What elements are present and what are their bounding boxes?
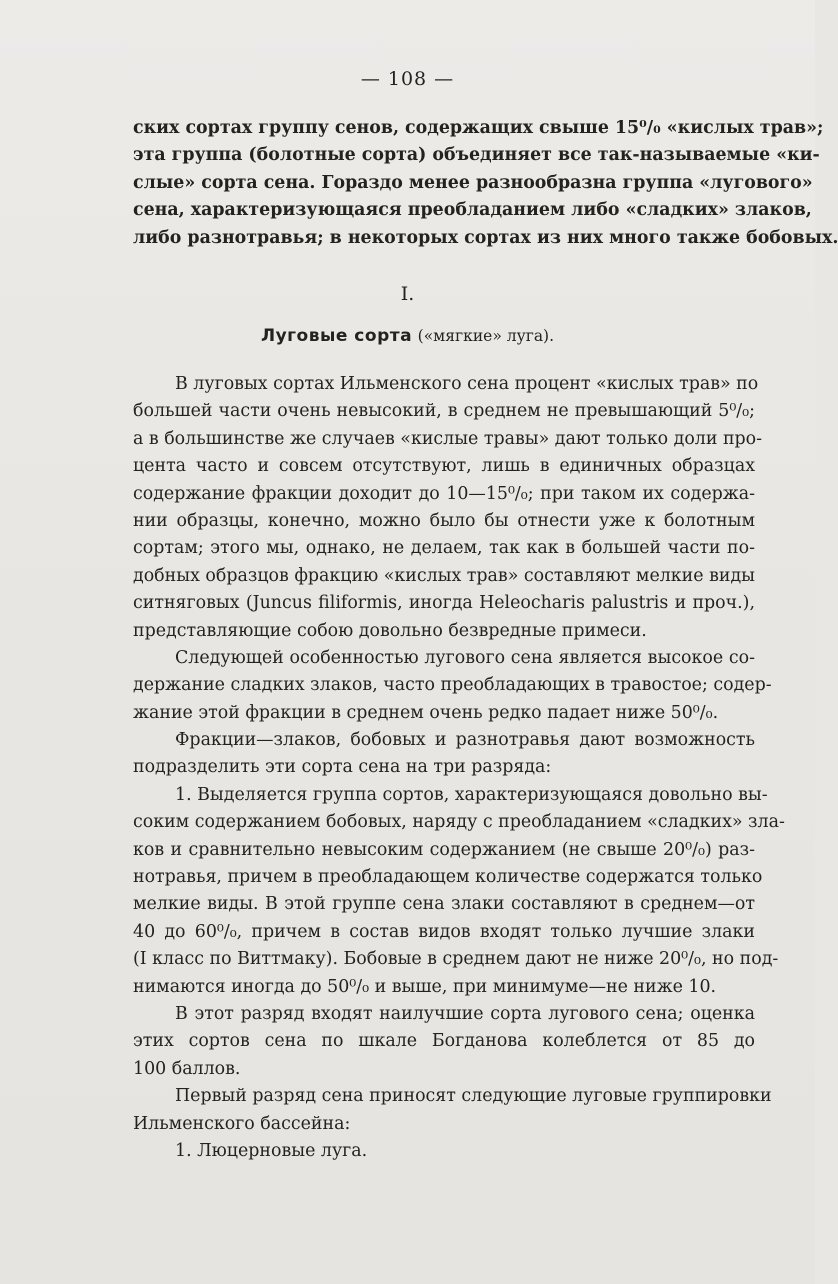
text-line: мелкие виды. В этой группе сена злаки составляют в среднем—от: [133, 894, 755, 915]
text-line: 40 до 60⁰/₀, причем в состав видов входят только лучшие злаки: [133, 921, 755, 942]
text-line: (I класс по Виттмаку). Бобовые в среднем дают не ниже 20⁰/₀, но под-: [133, 949, 779, 970]
text-line: добных образцов фракцию «кислых трав» составляют мелкие виды: [133, 565, 755, 586]
text-line: Первый разряд сена приносят следующие луговые группировки: [175, 1086, 772, 1107]
text-line: слые» сорта сена. Гораздо менее разнообразна группа «лугового»: [133, 172, 813, 193]
text-line: сортам; этого мы, однако, не делаем, так как в большей части по-: [133, 538, 755, 559]
text-line: Ильменского бассейна:: [133, 1113, 351, 1134]
intro-paragraph: [133, 115, 838, 252]
text-line: ситняговых (Juncus filiformis, иногда Heleocharis palustris и проч.),: [133, 593, 755, 614]
text-line: подразделить эти сорта сена на три разряда:: [133, 757, 552, 778]
text-line: содержание фракции доходит до 10—15⁰/₀; при таком их содержа-: [133, 483, 755, 504]
text-line: а в большинстве же случаев «кислые травы» дают только доли про-: [133, 428, 763, 449]
text-line: Фракции—злаков, бобовых и разнотравья дают возможность: [175, 730, 755, 751]
text-line: жание этой фракции в среднем очень редко падает ниже 50⁰/₀.: [133, 702, 719, 723]
text-line: 1. Люцерновые луга.: [175, 1140, 368, 1161]
text-line: нимаются иногда до 50⁰/₀ и выше, при минимуме—не ниже 10.: [133, 976, 717, 997]
text-line: держание сладких злаков, часто преобладающих в травостое; содер-: [133, 675, 772, 696]
text-line: 1. Выделяется группа сортов, характеризующаяся довольно вы-: [175, 784, 768, 805]
text-line: ков и сравнительно невысоким содержанием (не свыше 20⁰/₀) раз-: [133, 839, 755, 860]
text-line: цента часто и совсем отсутствуют, лишь в единичных образцах: [133, 456, 755, 477]
page-number: — 108 —: [360, 68, 455, 90]
text-line: либо разнотравья; в некоторых сортах из них много также бобовых.: [133, 227, 838, 248]
text-line: В луговых сортах Ильменского сена процент «кислых трав» по: [175, 374, 759, 394]
text-line: сена, характеризующаяся преобладанием либо «сладких» злаков,: [133, 200, 812, 221]
text-line: ских сортах группу сенов, содержащих свыше 15⁰/₀ «кислых трав»;: [133, 118, 824, 138]
text-line: этих сортов сена по шкале Богданова колеблется от 85 до: [133, 1031, 755, 1052]
text-line: Следующей особенностью лугового сена является высокое со-: [175, 647, 755, 668]
text-line: В этот разряд входят наилучшие сорта лугового сена; оценка: [175, 1003, 755, 1024]
body-text: [133, 371, 785, 1165]
text-line: 100 баллов.: [133, 1058, 241, 1079]
section-numeral: I.: [400, 283, 415, 305]
text-line: нотравья, причем в преобладающем количестве содержатся только: [133, 867, 763, 888]
section-heading: [0, 326, 815, 346]
section-subtitle: («мягкие» луга).: [417, 327, 555, 345]
text-line: представляющие собою довольно безвредные примеси.: [133, 620, 647, 641]
text-line: эта группа (болотные сорта) объединяет все так-называемые «ки-: [133, 145, 820, 166]
section-title: Луговые сорта: [260, 326, 413, 346]
text-line: нии образцы, конечно, можно было бы отнести уже к болотным: [133, 510, 755, 531]
text-line: соким содержанием бобовых, наряду с преобладанием «сладких» зла-: [133, 812, 785, 833]
text-line: большей части очень невысокий, в среднем не превышающий 5⁰/₀;: [133, 401, 755, 422]
